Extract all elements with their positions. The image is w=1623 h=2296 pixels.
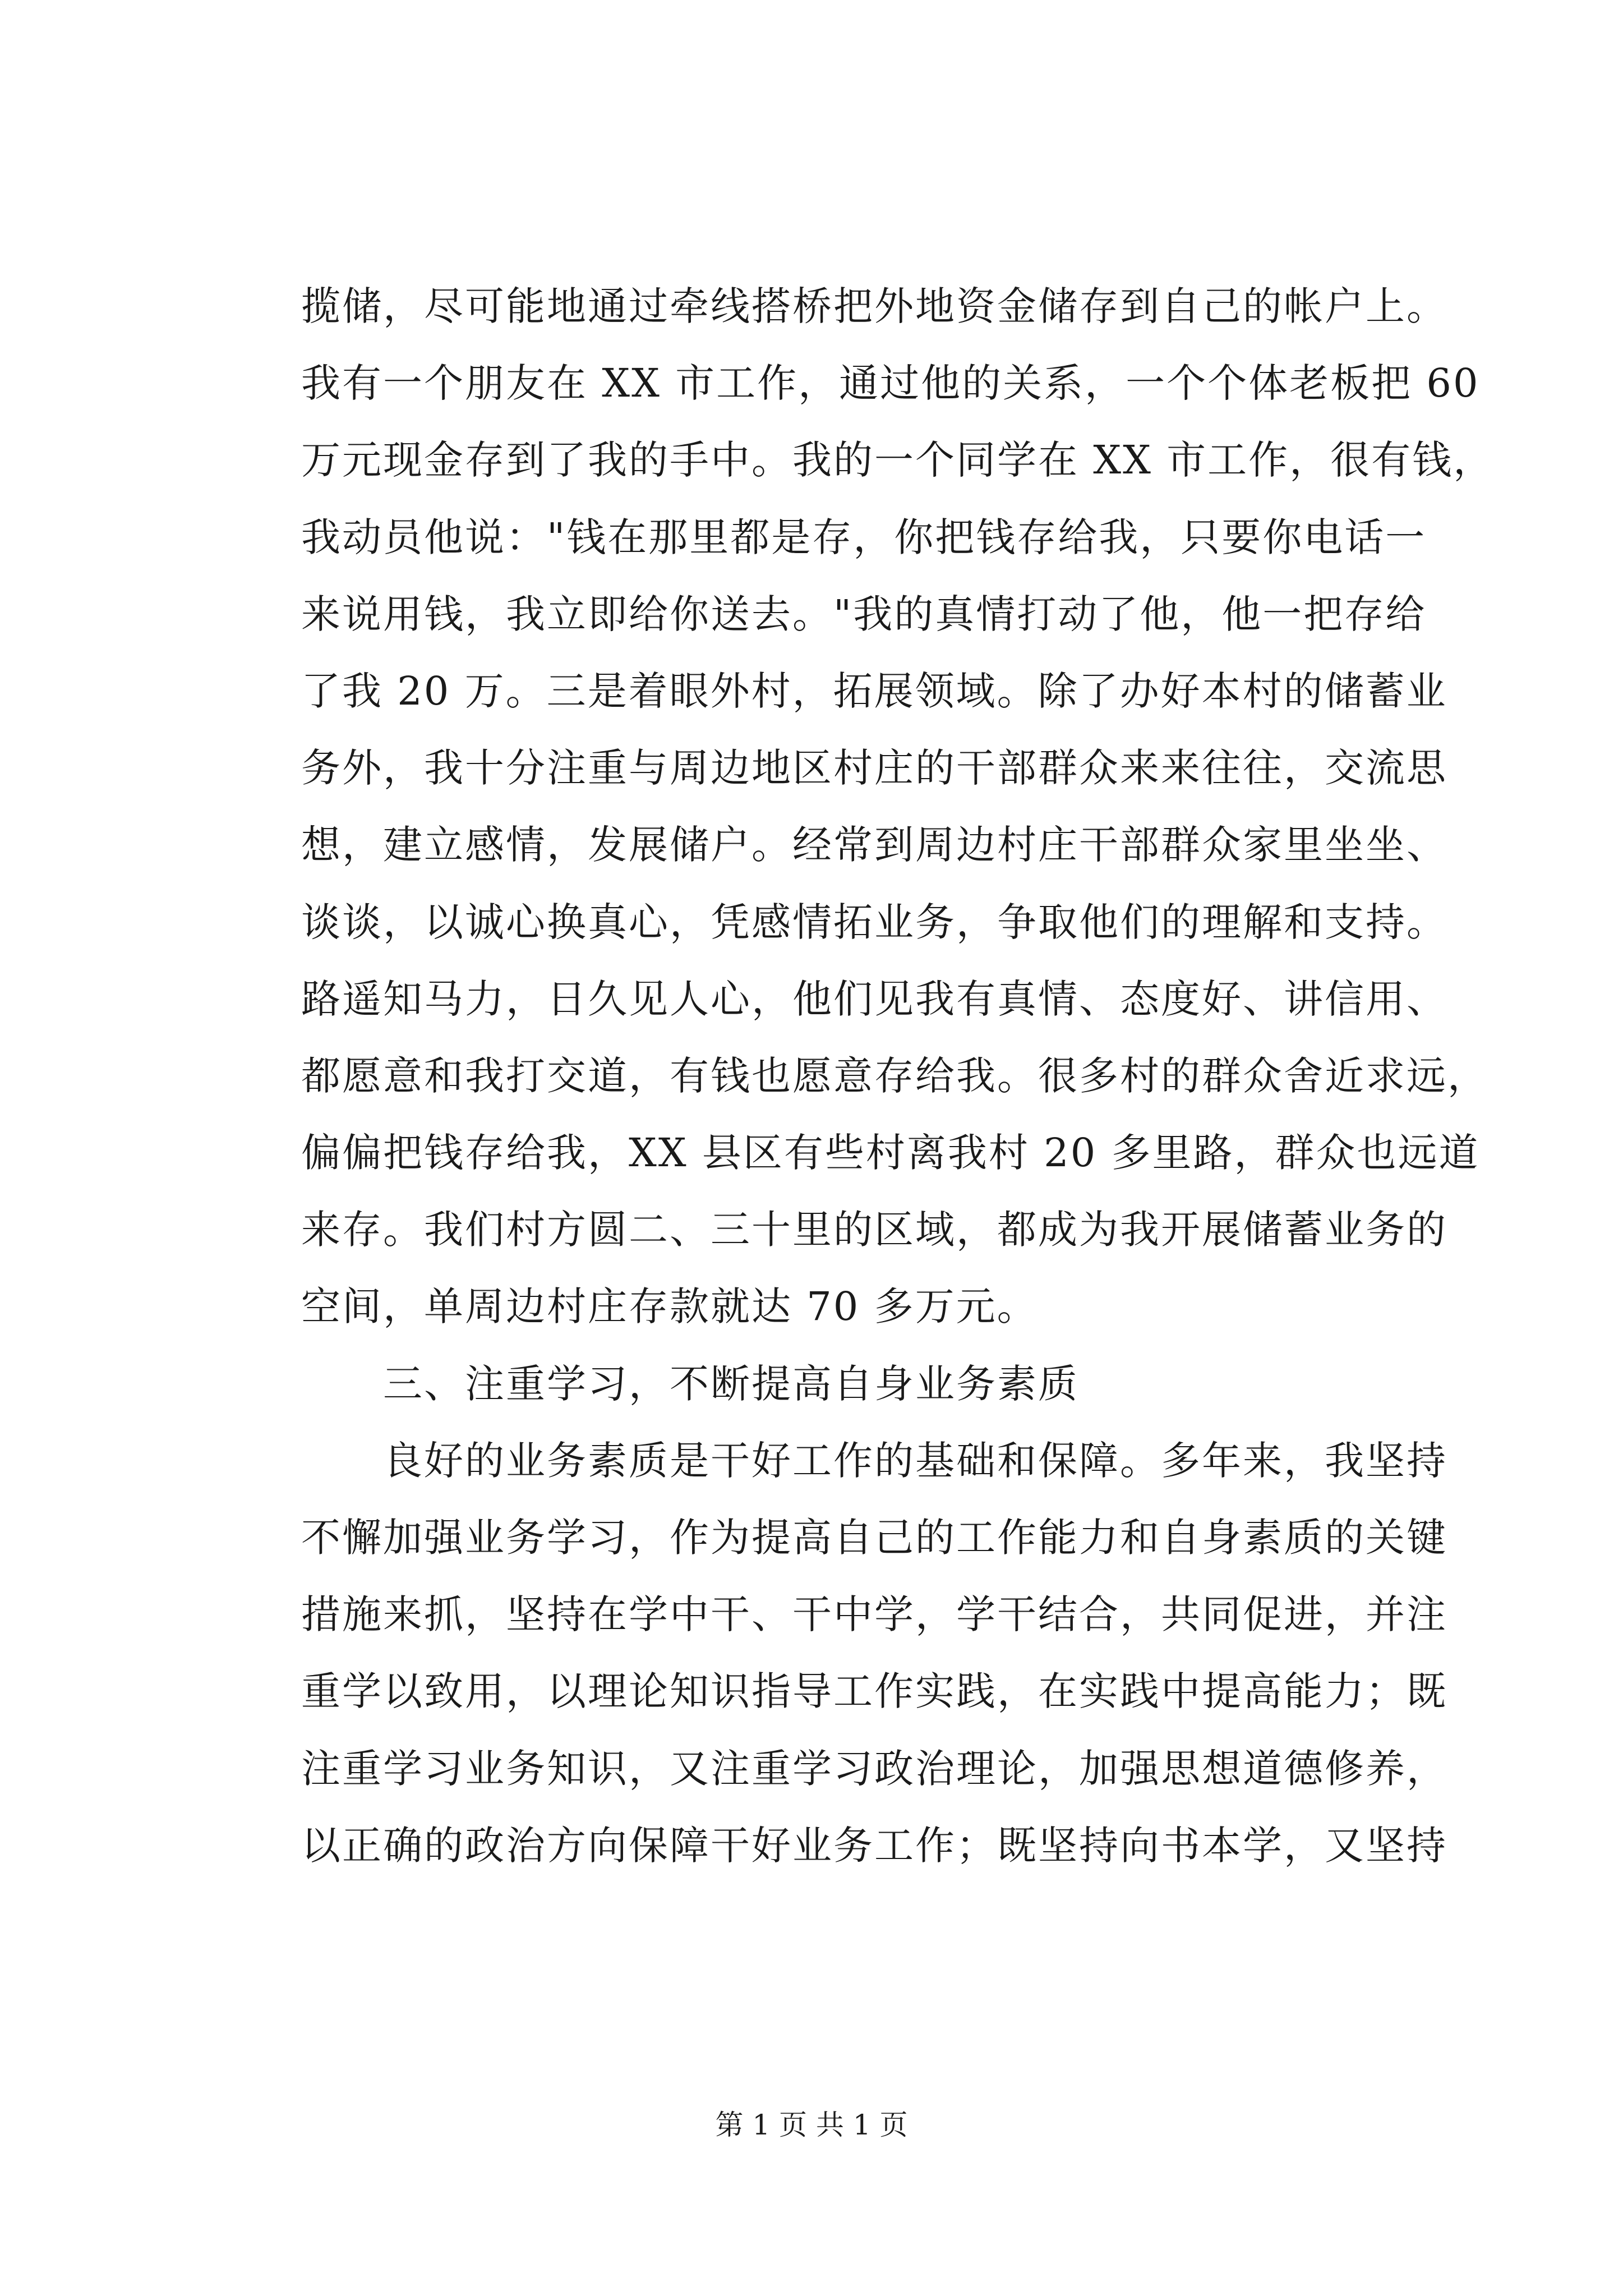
text-line: 注重学习业务知识，又注重学习政治理论，加强思想道德修养， — [301, 1745, 1447, 1792]
text-line: 我动员他说："钱在那里都是存，你把钱存给我，只要你电话一 — [301, 514, 1427, 560]
section-heading: 三、注重学习，不断提高自身业务素质 — [301, 1360, 1079, 1407]
text-line: 都愿意和我打交道，有钱也愿意存给我。很多村的群众舍近求远， — [301, 1052, 1488, 1099]
text-line: 想，建立感情，发展储户。经常到周边村庄干部群众家里坐坐、 — [301, 822, 1447, 868]
text-line: 不懈加强业务学习，作为提高自己的工作能力和自身素质的关键 — [301, 1515, 1447, 1561]
text-line: 我有一个朋友在 XX 市工作，通过他的关系，一个个体老板把 60 — [301, 360, 1480, 407]
text-line: 空间，单周边村庄存款就达 70 多万元。 — [301, 1283, 1038, 1330]
text-line: 措施来抓，坚持在学中干、干中学，学干结合，共同促进，并注 — [301, 1591, 1447, 1638]
text-line: 谈谈，以诚心换真心，凭感情拓业务，争取他们的理解和支持。 — [301, 899, 1447, 945]
text-line: 务外，我十分注重与周边地区村庄的干部群众来来往往，交流思 — [301, 745, 1447, 792]
text-line: 来说用钱，我立即给你送去。"我的真情打动了他，他一把存给 — [301, 591, 1427, 637]
text-line: 重学以致用，以理论知识指导工作实践，在实践中提高能力；既 — [301, 1668, 1447, 1715]
text-line: 揽储，尽可能地通过牵线搭桥把外地资金储存到自己的帐户上。 — [301, 283, 1447, 329]
text-line: 了我 20 万。三是着眼外村，拓展领域。除了办好本村的储蓄业 — [301, 668, 1447, 714]
page-number-footer: 第 1 页 共 1 页 — [715, 2109, 908, 2141]
text-line: 来存。我们村方圆二、三十里的区域，都成为我开展储蓄业务的 — [301, 1207, 1447, 1253]
text-line: 良好的业务素质是干好工作的基础和保障。多年来，我坚持 — [301, 1437, 1447, 1484]
text-line: 万元现金存到了我的手中。我的一个同学在 XX 市工作，很有钱， — [301, 437, 1495, 484]
body-text — [301, 268, 1495, 1884]
text-line: 路遥知马力，日久见人心，他们见我有真情、态度好、讲信用、 — [301, 976, 1447, 1022]
text-line: 以正确的政治方向保障干好业务工作；既坚持向书本学，又坚持 — [301, 1822, 1447, 1869]
text-line: 偏偏把钱存给我，XX 县区有些村离我村 20 多里路，群众也远道 — [301, 1130, 1480, 1176]
